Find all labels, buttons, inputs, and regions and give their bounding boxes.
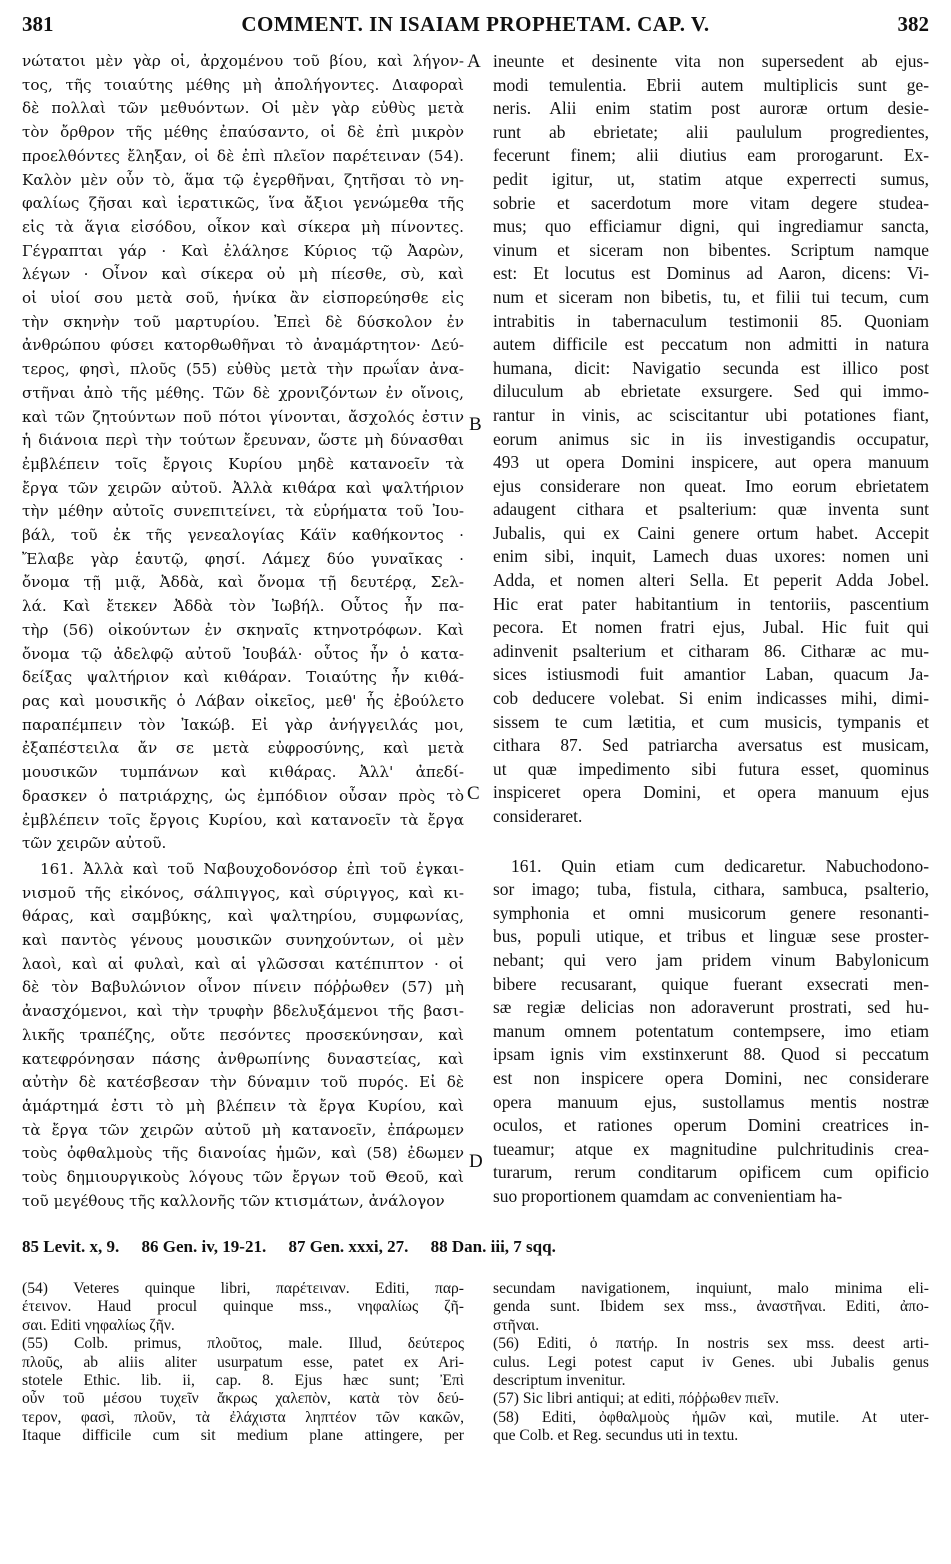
footnotes-right xyxy=(493,1280,929,1446)
latin-line: diluculum ab ebrietate exsurgere. Sed qui immo- xyxy=(493,381,929,402)
greek-line: ἡ διάνοια περὶ τὴν τούτων ἔρευναν, ὥστε μὴ δύνασθαι xyxy=(22,431,464,450)
latin-line: cob deducere volebat. Si enim indicasses mihi, dimi- xyxy=(493,688,929,709)
latin-line: consideraret. xyxy=(493,806,583,826)
footnote-line: que Colb. et Reg. secundus uti in textu. xyxy=(493,1427,739,1445)
latin-line: autem difficile est peccatum non admitti in natura xyxy=(493,334,929,355)
greek-line: παραπέμπειν τὸν Ἰακώβ. Εἰ γὰρ ἀνήγγειλάς μοι, xyxy=(22,715,464,734)
latin-line: turarum, rerum conditarum opificem cum opificio xyxy=(493,1162,929,1183)
footnote-line: τερον, φασὶ, πλοῦν, τὰ ἐλάχιστα ληπτέον τῶν κακῶν, xyxy=(22,1408,464,1426)
footnote-line: έτεινον. Haud procul quinque mss., νηφαλίως ζῆ- xyxy=(22,1298,464,1316)
latin-line: pedit igitur, ut, statim atque experrecti sumus, xyxy=(493,168,929,189)
page-number-left: 381 xyxy=(22,12,54,36)
latin-line: vinum et siceram non bibentes. Scriptum namque xyxy=(493,239,929,260)
latin-line: symphonia et omni musicorum genere resonanti- xyxy=(493,902,929,923)
latin-line: sæ regiæ delicias non adoraverunt prostrati, sed hu- xyxy=(493,997,929,1018)
latin-line: enim sibi, inquit, Lamech duas uxores: nomen uni xyxy=(493,546,929,567)
footnote-line: secundam navigationem, inquiunt, malo minima eli- xyxy=(493,1280,929,1297)
latin-line: neris. Alii enim statim post auroræ ortum desie- xyxy=(493,98,929,119)
footnote-line: (56) Editi, ὁ πατήρ. In nostris sex mss. deest arti- xyxy=(493,1335,929,1353)
footnote-line: genda sunt. Ibidem sex mss., ἀναστῆναι. Editi, ἀπο- xyxy=(493,1298,929,1316)
greek-line: λαοὶ, καὶ αἱ φυλαὶ, καὶ αἱ γλῶσσαι κατέπιπτον · οἱ xyxy=(22,954,464,973)
latin-line: num et siceram non bibetis, tu, et filii tui tecum, cum xyxy=(493,286,929,307)
latin-line: pecora. Et nomen fratri ejus, Jubal. Hic fuit qui xyxy=(493,617,929,638)
latin-line: mus; quo efficiamur digni, qui ingrediamur sancta, xyxy=(493,216,929,237)
greek-line: τὴρ (56) οἰκούντων ἐν σκηναῖς κτηνοτρόφων. Καὶ xyxy=(22,620,464,639)
latin-line: adaugent cithara et psalterium: quæ inventa sunt xyxy=(493,499,929,520)
greek-line: τοὺς ὀφθαλμοὺς τῆς διανοίας ἡμῶν, καὶ (58) ἐδωμεν xyxy=(22,1144,464,1163)
greek-column xyxy=(22,50,464,1213)
greek-line: μουσικῶν τυμπάνων καὶ κιθάρας. Ἀλλ' ἀπεδί- xyxy=(22,763,464,782)
latin-line: est non inspicere opera Domini, nec considerare xyxy=(493,1067,929,1088)
greek-line: τοὺς δημιουργικοὺς λόγους τῶν ἔργων τοῦ Θεοῦ, καὶ xyxy=(22,1168,464,1187)
greek-line: Γέγραπται γάρ · Καὶ ἐλάλησε Κύριος τῷ Ἀαρὼν, xyxy=(22,241,464,260)
footnote-line: σαι. Editi νηφαλίως ζῆν. xyxy=(22,1316,175,1334)
footnote-line: descriptum invenitur. xyxy=(493,1372,626,1390)
greek-line: ὄνομα τῇ μιᾷ, Ἀδδὰ, καὶ ὄνομα τῇ δευτέρᾳ, Σελ- xyxy=(22,573,464,592)
latin-line: opera manuum ejus, sustollamus mentis nostræ xyxy=(493,1091,929,1112)
latin-line: sor imago; tuba, fistula, cithara, sambuca, psalterio, xyxy=(493,879,929,900)
latin-line: ejus considerare non queat. Imo eorum ebrietatem xyxy=(493,475,929,496)
latin-line: oculos, et rationes operum Domini creatrices in- xyxy=(493,1115,929,1136)
footnote-line: οὖν τοῦ μέσου τυχεῖν ἄκρως χαλεπὸν, κατὰ τὸν δεύ- xyxy=(22,1390,464,1408)
footnotes-left xyxy=(22,1280,464,1446)
footnote-line: (58) Editi, ὀφθαλμοὺς ἡμῶν καὶ, mutile. At uter- xyxy=(493,1408,929,1426)
latin-line: 161. Quin etiam cum dedicaretur. Nabuchodono- xyxy=(511,855,929,876)
footnote-line: (54) Veteres quinque libri, παρέτειναν. Editi, παρ- xyxy=(22,1280,464,1297)
greek-line: λά. Καὶ ἔτεκεν Ἀδδὰ τὸν Ἰωβήλ. Οὗτος ἦν πα- xyxy=(22,597,464,616)
greek-line: δείξας ψαλτήριον καὶ κιθάραν. Τοιαύτης ἦν κιθά- xyxy=(22,668,464,687)
greek-line: βάλ, τοῦ ἐκ τῆς γενεαλογίας Κάϊν καθήκοντος · xyxy=(22,526,464,545)
latin-line: modi temulentia. Ebrii autem multiplicis sunt ge- xyxy=(493,74,929,95)
greek-line: εἰς τὰ ἅγια εἰσόδου, οἶκον καὶ σίκερα μὴ πίνοντες. xyxy=(22,217,464,236)
greek-line: ἀνθρώπου φύσει κατορθωθῆναι τὸ ἀναμάρτητον· Δεύ- xyxy=(22,336,464,355)
latin-line: sobrie et sacerdotum more vitam degere studea- xyxy=(493,192,929,213)
margin-marker-a: A xyxy=(467,51,481,72)
page-number-right: 382 xyxy=(897,12,929,36)
latin-line: manum omnem potentatum contempsere, imo etiam xyxy=(493,1020,929,1041)
greek-line: ἐμβλέπειν τοῖς ἔργοις Κυρίου, καὶ κατανοεῖν τὰ ἔργα xyxy=(22,810,464,829)
footnote-line: στῆναι. xyxy=(493,1316,540,1334)
greek-line: νισμοῦ τῆς εἰκόνος, σάλπιγγος, καὶ σύριγγος, καὶ κι- xyxy=(22,883,464,902)
footnote-line: stotele Ethic. lib. ii, cap. 8. Ejus hæc sunt; Ἐπὶ xyxy=(22,1372,464,1390)
latin-line: eorum animus sic in iis investigandis occupatur, xyxy=(493,428,929,449)
latin-line: Jubalis, qui ex Caini genere ortum habet. Accepit xyxy=(493,522,929,543)
margin-marker-c: C xyxy=(467,783,480,804)
greek-line: λικῆς τραπέζης, οὔτε πεσόντες προσεκύνησαν, καὶ xyxy=(22,1025,464,1044)
running-title: COMMENT. IN ISAIAM PROPHETAM. CAP. V. xyxy=(241,12,710,36)
footnote-line: culus. Legi potest caput iv Genes. ubi Jubalis genus xyxy=(493,1353,929,1371)
greek-line: λέγων · Οἶνον καὶ σίκερα οὐ μὴ πίεσθε, σὺ, καὶ xyxy=(22,265,464,284)
latin-line: fecerunt finem; alii diutius eam prorogarunt. Ex- xyxy=(493,145,929,166)
greek-line: τὴν μέθην αὐτοῖς συνεπιτείνει, τὰ εὑρήματα τοῦ Ἰου- xyxy=(22,502,464,521)
latin-line: sices istiusmodi fuit amantior Laban, quacum Ja- xyxy=(493,664,929,685)
greek-line: 161. Ἀλλὰ καὶ τοῦ Ναβουχοδονόσορ ἐπὶ τοῦ ἐγκαι- xyxy=(40,859,464,878)
latin-line: bus, populi utique, et tribus et linguæ sese proster- xyxy=(493,926,929,947)
greek-line: δὲ τὸν Βαβυλώνιον οἶνον πίνειν πόῤῥωθεν (57) μὴ xyxy=(22,978,464,997)
greek-line: θάρας, καὶ σαμβύκης, καὶ ψαλτηρίου, συμφωνίας, xyxy=(22,907,464,926)
greek-line: στῆναι ἀπὸ τῆς μέθης. Τῶν δὲ χρονιζόντων ἐν οἴνοις, xyxy=(22,383,464,402)
greek-line: τὰ ἔργα τῶν χειρῶν αὐτοῦ μὴ κατανοεῖν, ἐπάρωμεν xyxy=(22,1120,464,1139)
greek-line: αὐτὴν δὲ κατέσβεσαν τὴν δύναμιν τοῦ πυρός. Εἰ δὲ xyxy=(22,1073,464,1092)
latin-line: Hic erat pater habitantium in tentoriis, pascentium xyxy=(493,593,929,614)
greek-line: τὸν ὄρθρον τῆς μέθης ἐπαύσαντο, οἱ δὲ ἐπὶ μικρὸν xyxy=(22,123,464,142)
greek-line: νώτατοι μὲν γὰρ οἱ, ἀρχομένου τοῦ βίου, καὶ λήγον- xyxy=(22,52,464,70)
greek-line: οἱ υἱοί σου μετὰ σοῦ, ἡνίκα ἂν εἰσπορεύησθε εἰς xyxy=(22,289,464,308)
greek-line: τοῦ μεγέθους τῆς καλλονῆς τῶν κτισμάτων, ἀνάλογον xyxy=(22,1191,445,1210)
greek-line: Καλὸν μὲν οὖν τὸ, ἅμα τῷ ἐγερθῆναι, ζητῆσαι τὸ νη- xyxy=(22,170,464,189)
reference-86: 86 Gen. iv, 19-21. xyxy=(141,1237,267,1256)
latin-line: nebant; qui vero jam pridem vinum Babylonicum xyxy=(493,949,929,970)
greek-line: ἐμβλέπειν τοῖς ἔργοις Κυρίου μηδὲ κατανοεῖν τὰ xyxy=(22,454,464,473)
latin-line: est: Et locutus est Dominus ad Aaron, dicens: Vi- xyxy=(493,263,929,284)
greek-line: ὄνομα τῷ ἀδελφῷ αὐτοῦ Ἰουβάλ· οὗτος ἦν ὁ κατα- xyxy=(22,644,464,663)
latin-line: intrabitis in tabernaculum testimonii 85. Quoniam xyxy=(493,310,929,331)
latin-line: ut quæ impedimento sibi futura esset, quominus xyxy=(493,758,929,779)
latin-line: adinvenit psalterium et citharam 86. Citharæ ac mu- xyxy=(493,640,929,661)
latin-column xyxy=(493,50,929,1209)
latin-line: sissem te cum lætitia, et cum musicis, tympanis et xyxy=(493,711,929,732)
greek-line: δὲ πολλαὶ τῶν μεθυόντων. Οἱ μὲν γὰρ εὐθὺς μετὰ xyxy=(22,99,464,118)
footnote-line: πλοῦς, ab aliis aliter usurpatum esse, patet ex Ari- xyxy=(22,1353,464,1371)
latin-line: 493 ut opera Domini inspicere, aut opera manuum xyxy=(493,452,929,473)
footnote-line: Itaque difficile cum sit medium plane attingere, per xyxy=(22,1427,464,1445)
greek-line: ρας καὶ μουσικῆς ὁ Λάβαν οἰκεῖος, μεθ' ἧς ἐβούλετο xyxy=(22,691,464,710)
greek-line: Ἔλαβε γὰρ ἑαυτῷ, φησί. Λάμεχ δύο γυναῖκας · xyxy=(22,549,464,568)
margin-marker-d: D xyxy=(469,1151,483,1172)
latin-line: cithara 87. Sed patriarcha aversatus est musicam, xyxy=(493,735,929,756)
greek-line: φαλίως ζῆσαι καὶ ἱερατικῶς, ἵνα ἄξιοι γενώμεθα τῆς xyxy=(22,194,464,213)
latin-line: bibere recusarant, quique fuerant exsecrati men- xyxy=(493,973,929,994)
latin-line: humana, dicit: Navigatio secunda est illico post xyxy=(493,357,929,378)
latin-line: ineunte et desinente vita non supersedent ab ejus- xyxy=(493,51,929,71)
greek-line: τῶν χειρῶν αὐτοῦ. xyxy=(22,834,167,853)
greek-line: κατεφρόνησαν πάσης ἀνθρωπίνης δυναστείας, καὶ xyxy=(22,1049,464,1068)
reference-88: 88 Dan. iii, 7 sqq. xyxy=(430,1237,556,1256)
greek-line: τος, τῆς τοιαύτης μέθης μὴ ἀπολήγοντες. Διαφοραὶ xyxy=(22,75,464,94)
greek-line: καὶ τῶν ζητούντων ποῦ πότοι γίνονται, ἄσχολός ἐστιν xyxy=(22,407,464,426)
latin-line: Adda, et nomen alteri Sella. Et peperit Adda Jobel. xyxy=(493,570,929,591)
greek-line: καὶ παντὸς γένους μουσικῶν συνηχούντων, οἱ μὲν xyxy=(22,931,464,950)
reference-85: 85 Levit. x, 9. xyxy=(22,1237,120,1256)
greek-line: ἀνασχόμενοι, καὶ τὴν τρυφὴν βδελυξάμενοι τῆς βασι- xyxy=(22,1002,464,1021)
footnote-line: (57) Sic libri antiqui; at editi, πόῤῥωθεν πιεῖν. xyxy=(493,1390,780,1408)
latin-line: runt ab ebrietate; alii paululum progredientes, xyxy=(493,121,929,142)
latin-line: tueamur; atque ex magnitudine pulchritudinis crea- xyxy=(493,1138,929,1159)
latin-line: ipsam ignis vim exstinxerunt 88. Quod si peccatum xyxy=(493,1044,929,1065)
running-header xyxy=(22,12,929,42)
greek-line: ἁμάρτημά ἐστι τὸ μὴ βλέπειν τὰ ἔργα Κυρίου, καὶ xyxy=(22,1096,464,1115)
latin-line: rantur in vinis, ac sciscitantur ubi potationes fiant, xyxy=(493,404,929,425)
scripture-references xyxy=(22,1237,929,1257)
latin-line: inspiceret opera Domini, et opera manuum ejus xyxy=(493,782,929,803)
greek-line: ἔργα τῶν χειρῶν αὐτοῦ. Ἀλλὰ κιθάρα καὶ ψαλτήριον xyxy=(22,478,464,497)
greek-line: προελθόντες ἔληξαν, οἱ δὲ ἐπὶ πλεῖον παρέτειναν (54). xyxy=(22,146,464,165)
greek-line: τὴν σκηνὴν τοῦ μαρτυρίου. Ἐπεὶ δὲ δύσκολον ἐν xyxy=(22,312,464,331)
greek-line: ἐξαπέστειλα ἄν σε μετὰ εὐφροσύνης, καὶ μετὰ xyxy=(22,739,464,758)
greek-line: τερος, φησὶ, πλοῦς (55) εὐθὺς μετὰ τὴν πρωΐαν ἀνα- xyxy=(22,360,464,379)
greek-line: δρασκεν ὁ πατριάρχης, ὡς ἐμπόδιον οὖσαν πρὸς τὸ xyxy=(22,786,464,805)
latin-line: suo proportionem quamdam ac convenientiam ha- xyxy=(493,1185,843,1206)
footnote-line: (55) Colb. primus, πλοῦτος, male. Illud, δεύτερος xyxy=(22,1335,464,1353)
reference-87: 87 Gen. xxxi, 27. xyxy=(288,1237,409,1256)
margin-marker-b: B xyxy=(469,414,482,435)
